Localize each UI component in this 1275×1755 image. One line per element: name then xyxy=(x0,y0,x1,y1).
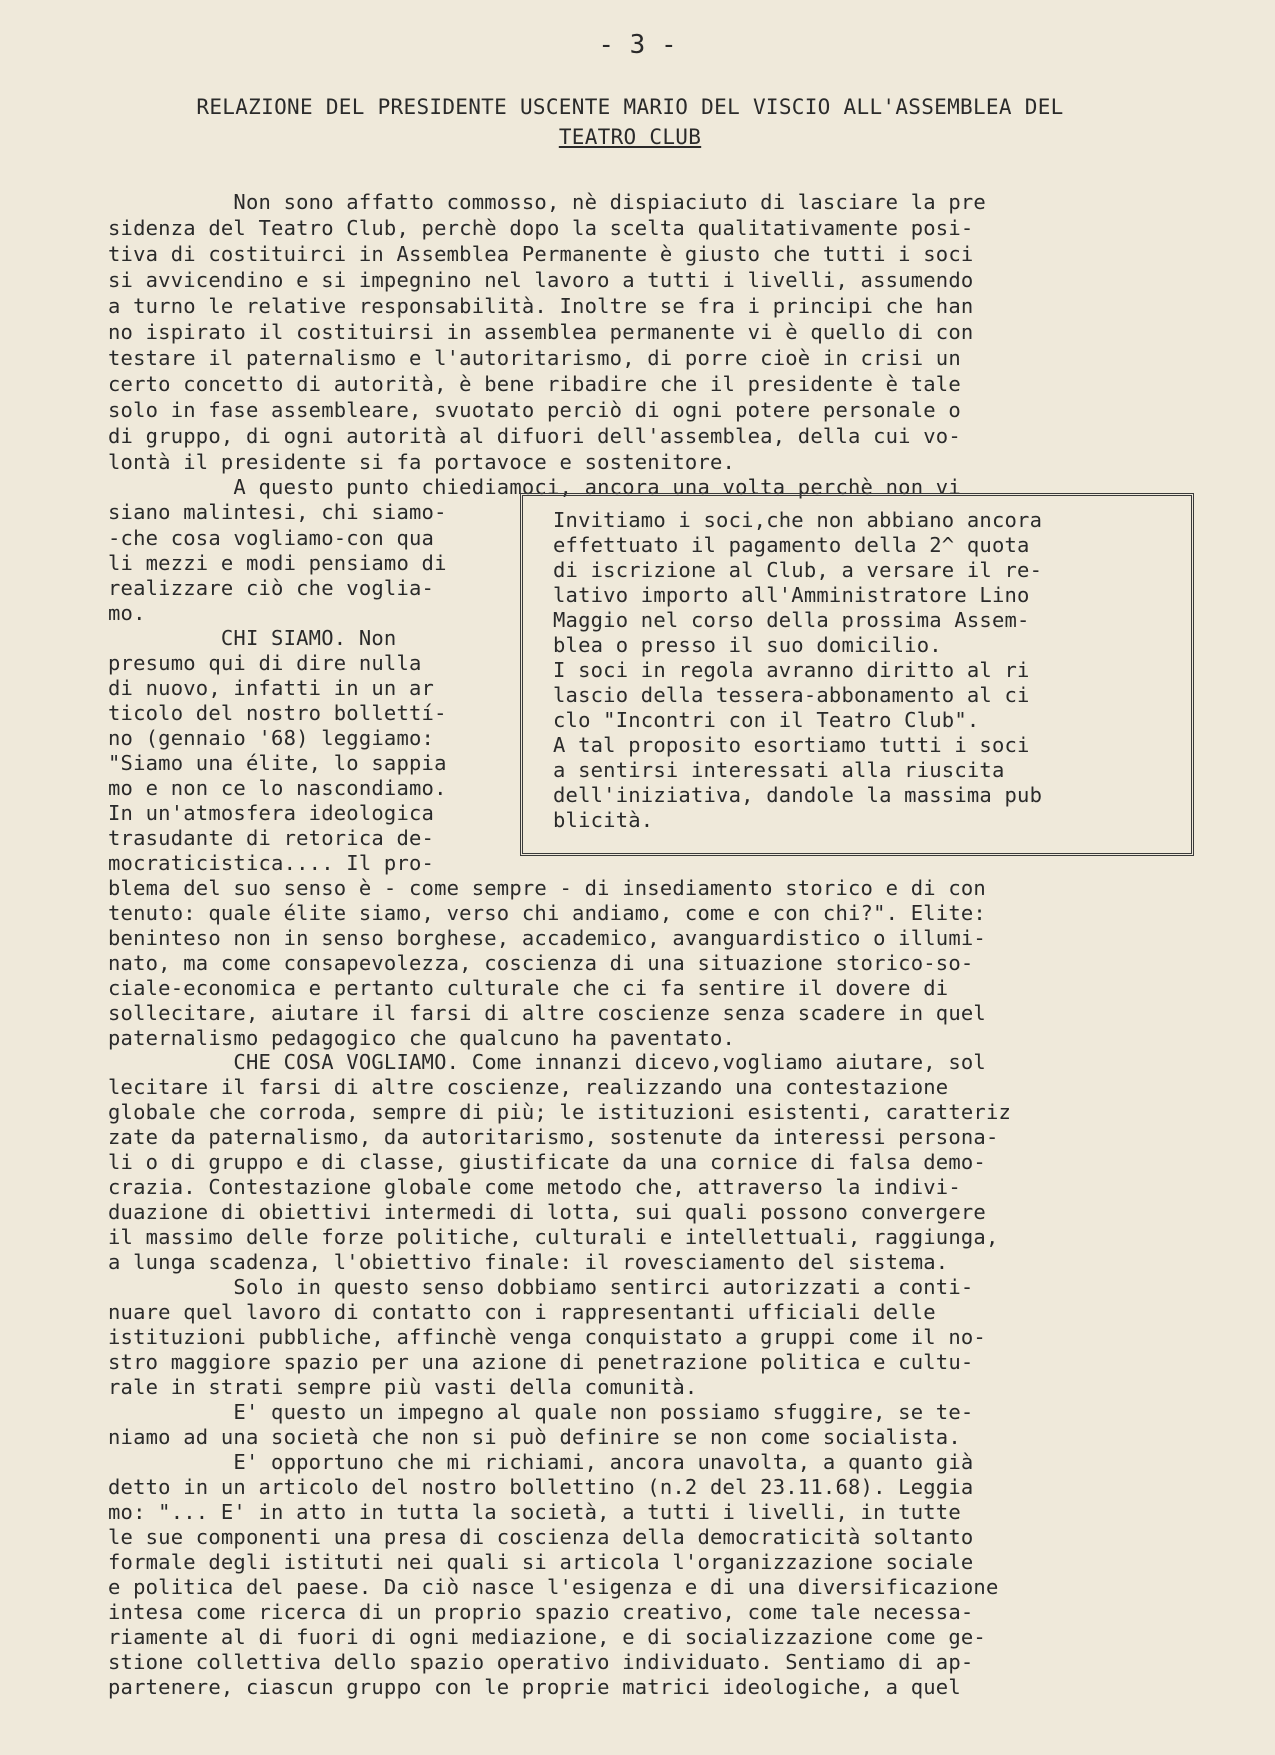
notice-line: Maggio nel corso della prossima Assem- xyxy=(553,608,1030,632)
notice-line: di iscrizione al Club, a versare il re- xyxy=(553,558,1043,582)
title-line-1: RELAZIONE DEL PRESIDENTE USCENTE MARIO DEL VISCIO ALL'ASSEMBLEA DEL xyxy=(196,95,1064,119)
text-line: si avvicendino e si impegnino nel lavoro a tutti i livelli, assumendo xyxy=(108,268,974,292)
text-line: mo e non ce lo nascondiamo. xyxy=(108,776,447,800)
text-line: lontà il presidente si fa portavoce e sostenitore. xyxy=(108,450,736,474)
text-line: globale che corroda, sempre di più; le istituzioni esistenti, caratteriz xyxy=(108,1100,1012,1124)
text-line: blema del suo senso è - come sempre - di insediamento storico e di con xyxy=(108,876,986,900)
text-line: solo in fase assembleare, svuotato perciò di ogni potere personale o xyxy=(108,398,961,422)
text-line: li o di gruppo e di classe, giustificate da una cornice di falsa demo- xyxy=(108,1150,986,1174)
text-line: mo. xyxy=(108,601,146,625)
text-line: E' opportuno che mi richiami, ancora unavolta, a quanto già xyxy=(108,1450,974,1474)
text-line: no ispirato il costituirsi in assemblea permanente vi è quello di con xyxy=(108,320,974,344)
text-line: CHE COSA VOGLIAMO. Come innanzi dicevo,vogliamo aiutare, sol xyxy=(108,1050,986,1074)
text-line: mocraticistica.... Il pro- xyxy=(108,851,435,875)
text-line: Solo in questo senso dobbiamo sentirci autorizzati a conti- xyxy=(108,1275,974,1299)
text-line: le sue componenti una presa di coscienza della democraticità soltanto xyxy=(108,1525,974,1549)
text-line: trasudante di retorica de- xyxy=(108,826,435,850)
text-line: li mezzi e modi pensiamo di xyxy=(108,551,447,575)
notice-line: A tal proposito esortiamo tutti i soci xyxy=(553,733,1030,757)
text-line: rale in strati sempre più vasti della comunità. xyxy=(108,1375,698,1399)
text-line: formale degli istituti nei quali si articola l'organizzazione sociale xyxy=(108,1550,974,1574)
text-line: stro maggiore spazio per una azione di penetrazione politica e cultu- xyxy=(108,1350,974,1374)
text-line: -che cosa vogliamo-con qua xyxy=(108,526,435,550)
page-number: - 3 - xyxy=(598,30,677,60)
text-line: di nuovo, infatti in un ar xyxy=(108,676,435,700)
text-line: riamente al di fuori di ogni mediazione, e di socializzazione come ge- xyxy=(108,1625,986,1649)
text-line: Non sono affatto commosso, nè dispiaciuto di lasciare la pre xyxy=(108,190,986,214)
text-line: mo: "... E' in atto in tutta la società, a tutti i livelli, in tutte xyxy=(108,1500,961,1524)
notice-line: lativo importo all'Amministratore Lino xyxy=(553,583,1030,607)
text-line: realizzare ciò che voglia- xyxy=(108,576,435,600)
text-line: niamo ad una società che non si può definire se non come socialista. xyxy=(108,1425,961,1449)
text-line: ciale-economica e pertanto culturale che ci fa sentire il dovere di xyxy=(108,976,949,1000)
text-line: lecitare il farsi di altre coscienze, realizzando una contestazione xyxy=(108,1075,949,1099)
text-line: CHI SIAMO. Non xyxy=(108,626,397,650)
text-line: partenere, ciascun gruppo con le proprie matrici ideologiche, a quel xyxy=(108,1675,961,1699)
text-line: duazione di obiettivi intermedi di lotta, sui quali possono convergere xyxy=(108,1200,986,1224)
text-line: no (gennaio '68) leggiamo: xyxy=(108,726,435,750)
text-line: testare il paternalismo e l'autoritarismo, di porre cioè in crisi un xyxy=(108,346,961,370)
text-line: e politica del paese. Da ciò nasce l'esigenza e di una diversificazione xyxy=(108,1575,999,1599)
text-line: "Siamo una élite, lo sappia xyxy=(108,751,447,775)
notice-line: lascio della tessera-abbonamento al ci xyxy=(553,683,1030,707)
text-line: presumo qui di dire nulla xyxy=(108,651,422,675)
text-line: paternalismo pedagogico che qualcuno ha paventato. xyxy=(108,1026,736,1050)
text-line: In un'atmosfera ideologica xyxy=(108,801,435,825)
text-line: A questo punto chiediamoci, ancora una volta perchè non vi xyxy=(108,475,961,499)
text-line: E' questo un impegno al quale non possiamo sfuggire, se te- xyxy=(108,1400,974,1424)
text-line: stione collettiva dello spazio operativo individuato. Sentiamo di ap- xyxy=(108,1650,974,1674)
text-line: detto in un articolo del nostro bollettino (n.2 del 23.11.68). Leggia xyxy=(108,1475,974,1499)
text-line: il massimo delle forze politiche, culturali e intellettuali, raggiunga, xyxy=(108,1225,999,1249)
notice-line: a sentirsi interessati alla riuscita xyxy=(553,758,1005,782)
text-line: zate da paternalismo, da autoritarismo, sostenute da interessi persona- xyxy=(108,1125,999,1149)
text-line: istituzioni pubbliche, affinchè venga conquistato a gruppi come il no- xyxy=(108,1325,986,1349)
notice-line: Invitiamo i soci,che non abbiano ancora xyxy=(553,508,1043,532)
notice-line: I soci in regola avranno diritto al ri xyxy=(553,658,1030,682)
text-line: tiva di costituirci in Assemblea Permanente è giusto che tutti i soci xyxy=(108,242,974,266)
notice-line: dell'iniziativa, dandole la massima pub xyxy=(553,783,1043,807)
notice-line: blea o presso il suo domicilio. xyxy=(553,633,942,657)
notice-line: clo "Incontri con il Teatro Club". xyxy=(553,708,980,732)
notice-line: blicità. xyxy=(553,808,654,832)
text-line: a lunga scadenza, l'obiettivo finale: il rovesciamento del sistema. xyxy=(108,1250,949,1274)
text-line: nato, ma come consapevolezza, coscienza di una situazione storico-so- xyxy=(108,951,974,975)
text-line: crazia. Contestazione globale come metodo che, attraverso la indivi- xyxy=(108,1175,961,1199)
text-line: sidenza del Teatro Club, perchè dopo la scelta qualitativamente posi- xyxy=(108,216,974,240)
text-line: di gruppo, di ogni autorità al difuori dell'assemblea, della cui vo- xyxy=(108,424,961,448)
text-line: a turno le relative responsabilità. Inoltre se fra i principi che han xyxy=(108,294,974,318)
notice-line: effettuato il pagamento della 2^ quota xyxy=(553,533,1030,557)
text-line: nuare quel lavoro di contatto con i rappresentanti ufficiali delle xyxy=(108,1300,936,1324)
text-line: tenuto: quale élite siamo, verso chi andiamo, come e con chi?". Elite: xyxy=(108,901,986,925)
text-line: siano malintesi, chi siamo- xyxy=(108,500,447,524)
text-line: certo concetto di autorità, è bene ribadire che il presidente è tale xyxy=(108,372,961,396)
text-line: ticolo del nostro bollettí- xyxy=(108,701,447,725)
text-line: sollecitare, aiutare il farsi di altre coscienze senza scadere in quel xyxy=(108,1001,986,1025)
text-line: intesa come ricerca di un proprio spazio creativo, come tale necessa- xyxy=(108,1600,974,1624)
text-line: beninteso non in senso borghese, accademico, avanguardistico o illumi- xyxy=(108,926,986,950)
title-line-2: TEATRO CLUB xyxy=(558,125,702,149)
